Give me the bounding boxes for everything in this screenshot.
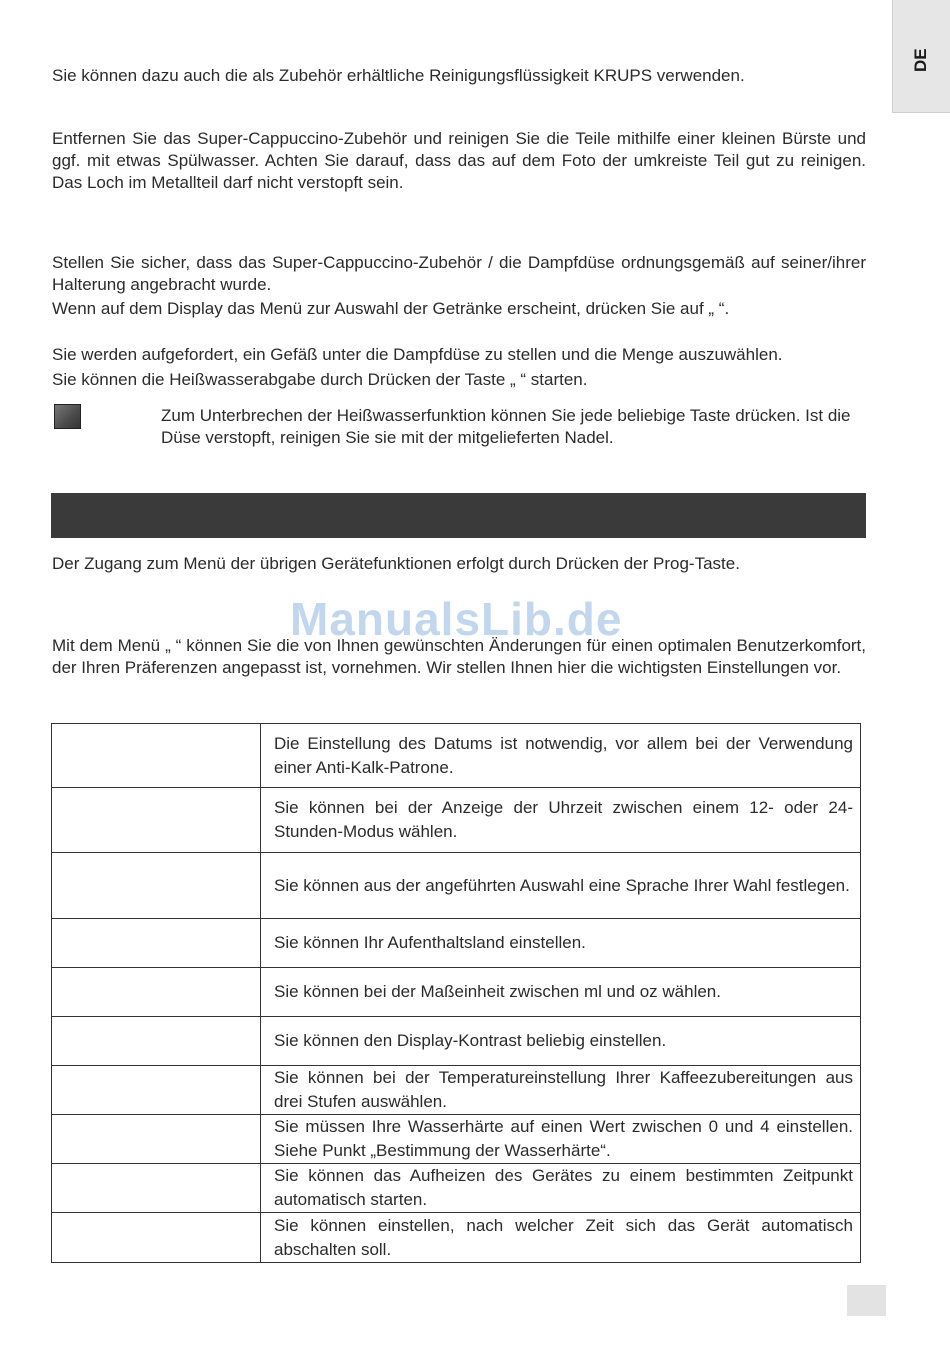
table-row: [52, 1213, 861, 1263]
setting-label-cell: [52, 724, 261, 788]
language-tab-label: DE: [911, 48, 930, 72]
setting-description: Sie können den Display-Kontrast beliebig einstellen.: [261, 1017, 861, 1066]
paragraph-start-hot-water: Sie können die Heißwasserabgabe durch Drücken der Taste „ “ starten.: [52, 370, 588, 389]
paragraph-remove-accessory: Entfernen Sie das Super-Cappuccino-Zubehör und reinigen Sie die Teile mithilfe einer kleinen Bürste und ggf. mit etwas Spülwasser. Achten Sie darauf, dass das auf dem Foto der umkreiste Teil gut zu reinigen. Das Loch im Metallteil darf nicht verstopft sein.: [52, 129, 866, 192]
paragraph-settings-intro: Mit dem Menü „ “ können Sie die von Ihnen gewünschten Änderungen für einen optimalen Benutzerkomfort, der Ihren Präferenzen angepasst ist, vornehmen. Wir stellen Ihnen hier die wichtigsten Einstellungen vor.: [52, 636, 866, 677]
setting-description: Sie müssen Ihre Wasserhärte auf einen Wert zwischen 0 und 4 einstellen. Siehe Punkt „Bestimmung der Wasserhärte“.: [261, 1115, 861, 1164]
table-row: [52, 968, 861, 1017]
paragraph-check-nozzle: Stellen Sie sicher, dass das Super-Cappuccino-Zubehör / die Dampfdüse ordnungsgemäß auf seiner/ihrer Halterung angebracht wurde.: [52, 253, 866, 294]
table-row: [52, 724, 861, 788]
note-text: Zum Unterbrechen der Heißwasserfunktion können Sie jede beliebige Taste drücken. Ist die Düse verstopft, reinigen Sie sie mit der mitgelieferten Nadel.: [161, 406, 851, 447]
page-number-box: [847, 1285, 886, 1316]
watermark-text: ManualsLib.de: [290, 593, 623, 645]
table-row: [52, 1066, 861, 1115]
setting-label-cell: [52, 968, 261, 1017]
paragraph-prog-menu: Der Zugang zum Menü der übrigen Gerätefunktionen erfolgt durch Drücken der Prog-Taste.: [52, 554, 740, 573]
table-row: [52, 788, 861, 853]
table-row: [52, 1017, 861, 1066]
table-row: [52, 919, 861, 968]
paragraph-place-container: Sie werden aufgefordert, ein Gefäß unter die Dampfdüse zu stellen und die Menge auszuwählen.: [52, 345, 783, 364]
setting-description: Sie können einstellen, nach welcher Zeit sich das Gerät automatisch abschalten soll.: [261, 1213, 861, 1263]
setting-label-cell: [52, 1213, 261, 1263]
language-tab: [892, 0, 950, 113]
setting-description: Die Einstellung des Datums ist notwendig, vor allem bei der Verwendung einer Anti-Kalk-Patrone.: [261, 724, 861, 788]
setting-description: Sie können das Aufheizen des Gerätes zu einem bestimmten Zeitpunkt automatisch starten.: [261, 1164, 861, 1213]
paragraph-cleaning-liquid: Sie können dazu auch die als Zubehör erhältliche Reinigungsflüssigkeit KRUPS verwenden.: [52, 66, 745, 85]
table-row: [52, 853, 861, 919]
note-icon: [54, 404, 81, 429]
setting-label-cell: [52, 1066, 261, 1115]
setting-description: Sie können bei der Anzeige der Uhrzeit zwischen einem 12- oder 24-Stunden-Modus wählen.: [261, 788, 861, 853]
setting-description: Sie können aus der angeführten Auswahl eine Sprache Ihrer Wahl festlegen.: [261, 853, 861, 919]
setting-description: Sie können bei der Temperatureinstellung Ihrer Kaffeezubereitungen aus drei Stufen auswählen.: [261, 1066, 861, 1115]
table-row: [52, 1164, 861, 1213]
setting-label-cell: [52, 1164, 261, 1213]
table-row: [52, 1115, 861, 1164]
setting-description: Sie können Ihr Aufenthaltsland einstellen.: [261, 919, 861, 968]
setting-description: Sie können bei der Maßeinheit zwischen ml und oz wählen.: [261, 968, 861, 1017]
setting-label-cell: [52, 1017, 261, 1066]
setting-label-cell: [52, 1115, 261, 1164]
setting-label-cell: [52, 853, 261, 919]
section-header-bar: [51, 493, 866, 538]
paragraph-select-drink: Wenn auf dem Display das Menü zur Auswahl der Getränke erscheint, drücken Sie auf „ “.: [52, 299, 730, 318]
setting-label-cell: [52, 919, 261, 968]
setting-label-cell: [52, 788, 261, 853]
settings-table: [51, 723, 861, 1263]
